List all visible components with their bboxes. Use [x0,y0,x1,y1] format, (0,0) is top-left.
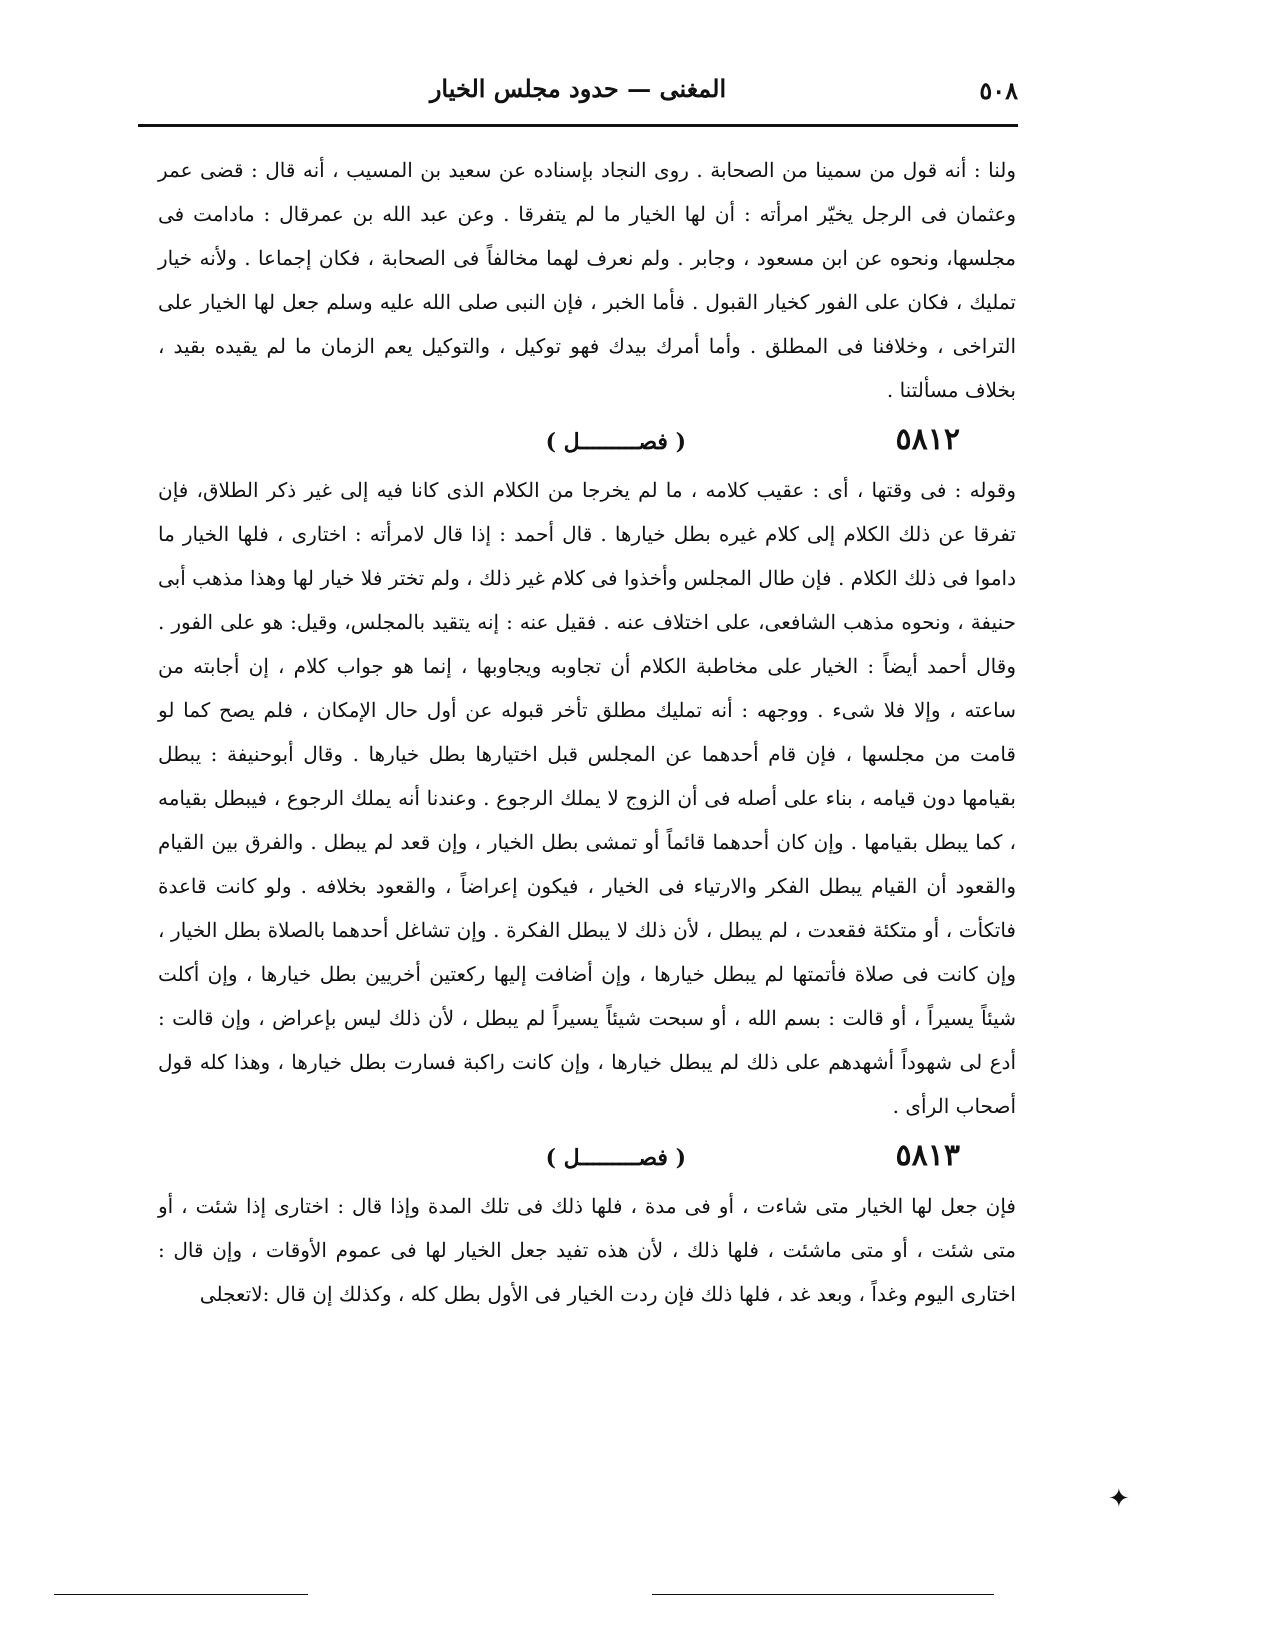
section-number: ٥٨١٢ [895,422,960,457]
section-heading [158,1128,1016,1184]
running-title: المغنى — حدود مجلس الخيار [429,74,727,103]
paragraph: ولنا : أنه قول من سمينا من الصحابة . روى النجاد بإسناده عن سعيد بن المسيب ، أنه قال : قضى عمر وعثمان فى الرجل يخيّر امرأته : أن لها الخيار ما لم يتفرقا . وعن عبد الله بن عمرقال : مادامت فى مجلسها، ونحوه عن ابن مسعود ، وجابر . ولم نعرف لهما مخالفاً فى الصحابة ، فكان إجماعا . ولأنه خيار تمليك ، فكان على الفور كخيار القبول . فأما الخبر ، فإن النبى صلى الله عليه وسلم جعل لها الخيار على التراخى ، وخلافنا فى المطلق . وأما أمرك بيدك فهو توكيل ، والتوكيل يعم الزمان ما لم يقيده بقيد ، بخلاف مسألتنا . [158,158,1016,402]
footer-rule [652,1594,994,1595]
section-number: ٥٨١٣ [895,1138,960,1173]
paragraph: وقوله : فى وقتها ، أى : عقيب كلامه ، ما لم يخرجا من الكلام الذى كانا فيه إلى غير ذكر الطلاق، فإن تفرقا عن ذلك الكلام إلى كلام غيره بطل خيارها . قال أحمد : إذا قال لامرأته : اختارى ، فلها الخيار ما داموا فى ذلك الكلام . فإن طال المجلس وأخذوا فى كلام غير ذلك ، ولم تختر فلا خيار لها وهذا مذهب أبى حنيفة ، ونحوه مذهب الشافعى، على اختلاف عنه . فقيل عنه : إنه يتقيد بالمجلس، وقيل: هو على الفور . وقال أحمد أيضاً : الخيار على مخاطبة الكلام أن تجاوبه ويجاوبها ، إنما هو جواب كلام ، إن أجابته من ساعته ، وإلا فلا شىء . ووجهه : أنه تمليك مطلق تأخر قبوله عن أول حال الإمكان ، فلم يصح كما لو قامت من مجلسها ، فإن قام أحدهما عن المجلس قبل اختيارها بطل خيارها . وقال أبوحنيفة : يبطل بقيامها دون قيامه ، بناء على أصله فى أن الزوج لا يملك الرجوع . وعندنا أنه يملك الرجوع ، فيبطل بقيامه ، كما يبطل بقيامها . وإن كان أحدهما قائماً أو تمشى بطل الخيار ، وإن قعد لم يبطل . والفرق بين القيام والقعود أن القيام يبطل الفكر والارتياء فى الخيار ، فيكون إعراضاً ، والقعود بخلافه . ولو كانت قاعدة فاتكأت ، أو متكئة فقعدت ، لم يبطل ، لأن ذلك لا يبطل الفكرة . وإن تشاغل أحدهما بالصلاة بطل الخيار ، وإن كانت فى صلاة فأتمتها لم يبطل خيارها ، وإن أضافت إليها ركعتين أخريين بطل خيارها ، وإن أكلت شيئاً يسيراً ، أو قالت : بسم الله ، أو سبحت شيئاً يسيراً لم يبطل ، لأن ذلك ليس بإعراض ، وإن قالت : أدع لى شهوداً أشهدهم على ذلك لم يبطل خيارها ، وإن كانت راكبة فسارت بطل خيارها ، وهذا كله قول أصحاب الرأى . [158,478,1017,1118]
paragraph: فإن جعل لها الخيار متى شاءت ، أو فى مدة ، فلها ذلك فى تلك المدة وإذا قال : اختارى إذا شئت ، أو متى شئت ، أو متى ماشئت ، فلها ذلك ، لأن هذه تفيد جعل الخيار لها فى عموم الأوقات ، وإن قال : اختارى اليوم وغداً ، وبعد غد ، فلها ذلك فإن ردت الخيار فى الأول بطل كله ، وكذلك إن قال :لاتعجلى [158,1194,1016,1306]
section-heading [158,412,1016,468]
section-title: ( فصـــــــــل ) [545,429,686,455]
ornament-icon: ✦ [1108,1484,1130,1514]
page-body [158,148,1016,1316]
section-title: ( فصـــــــــل ) [545,1145,686,1171]
header-rule [138,124,1018,127]
page-number: ٥٠٨ [979,76,1018,105]
footer-rule [54,1594,308,1595]
page-header [138,72,1018,116]
